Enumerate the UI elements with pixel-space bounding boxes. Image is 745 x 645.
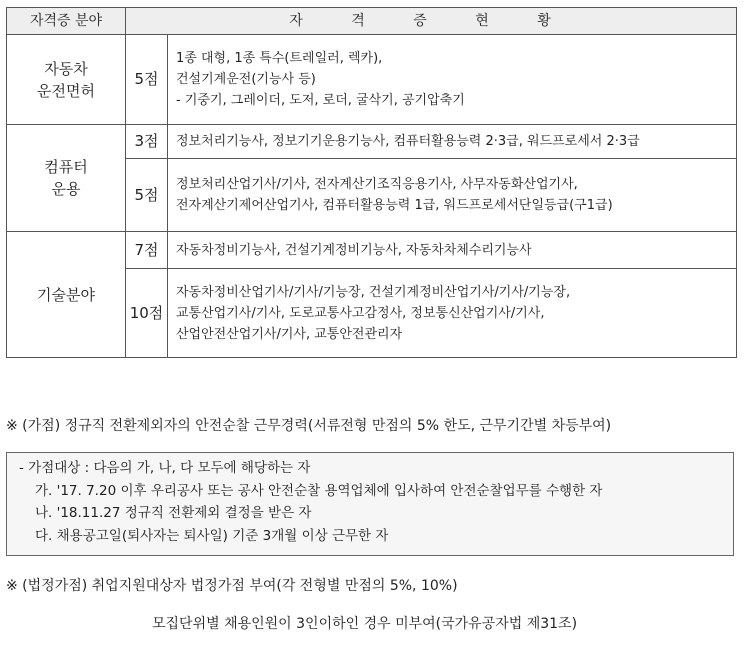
details-auto <box>168 35 737 125</box>
details-tech-7 <box>168 232 737 269</box>
bonus-eligibility-box <box>6 452 734 556</box>
table-header-row <box>7 8 737 35</box>
category-tech: 기술분야 <box>7 232 126 358</box>
certificate-points-table <box>6 7 737 358</box>
detail-line: 건설기계운전(기능사 등) <box>176 72 316 87</box>
points-auto: 5점 <box>126 35 168 125</box>
detail-line: 산업안전산업기사/기사, 교통안전관리자 <box>176 326 403 342</box>
points-computer-5: 5점 <box>126 159 168 232</box>
eligibility-heading: - 가점대상 : 다음의 가, 나, 다 모두에 해당하는 자 <box>19 460 311 476</box>
bonus-note: ※ (가점) 정규직 전환제외자의 안전순찰 근무경력(서류전형 만점의 5% 한도, 근무기간별 차등부여) <box>6 418 612 434</box>
detail-line: 자동차정비산업기사/기사/기능장, 건설기계정비산업기사/기사/기능장, <box>176 284 571 300</box>
eligibility-item: 나. '18.11.27 정규직 전환제외 결정을 받은 자 <box>35 505 312 521</box>
detail-line: 1종 대형, 1종 특수(트레일러, 렉카), <box>176 51 383 66</box>
eligibility-item: 다. 채용공고일(퇴사자는 퇴사일) 기준 3개월 이상 근무한 자 <box>35 527 389 544</box>
detail-line: 자동차정비기능사, 건설기계정비기능사, 자동차차체수리기능사 <box>176 242 532 258</box>
points-tech-7: 7점 <box>126 232 168 269</box>
statutory-bonus-note: ※ (법정가점) 취업지원대상자 법정가점 부여(각 전형별 만점의 5%, 10%) <box>6 578 458 594</box>
detail-line: 전자계산기제어산업기사, 컴퓨터활용능력 1급, 워드프로세서단일등급(구1급) <box>176 198 613 213</box>
table-row-computer-3 <box>7 125 737 159</box>
detail-line: - 기중기, 그레이더, 도저, 로더, 굴삭기, 공기압축기 <box>176 93 465 108</box>
table-row-tech-7 <box>7 232 737 269</box>
points-tech-10: 10점 <box>126 269 168 358</box>
category-computer <box>7 125 126 232</box>
detail-line: 정보처리기능사, 정보기기운용기능사, 컴퓨터활용능력 2·3급, 워드프로세서 2·3급 <box>176 134 640 149</box>
category-label: 컴퓨터 운용 <box>44 158 88 198</box>
details-computer-3 <box>168 125 737 159</box>
header-field: 자격증 분야 <box>7 8 126 35</box>
category-label: 자동차 운전면허 <box>37 59 95 100</box>
details-computer-5 <box>168 159 737 232</box>
eligibility-item: 가. '17. 7.20 이후 우리공사 또는 공사 안전순찰 용역업체에 입사하여 안전순찰업무를 수행한 자 <box>35 482 603 499</box>
points-computer-3: 3점 <box>126 125 168 159</box>
detail-line: 교통산업기사/기사, 도로교통사고감정사, 정보통신산업기사/기사, <box>176 305 545 321</box>
table-row-auto-license <box>7 35 737 125</box>
header-status: 자 격 증 현 황 <box>126 8 737 35</box>
detail-line: 정보처리산업기사/기사, 전자계산기조직응용기사, 사무자동화산업기사, <box>176 177 578 192</box>
details-tech-10 <box>168 269 737 358</box>
statutory-bonus-exception: 모집단위별 채용인원이 3인이하인 경우 미부여(국가유공자법 제31조) <box>152 616 578 632</box>
category-auto-license <box>7 35 126 125</box>
